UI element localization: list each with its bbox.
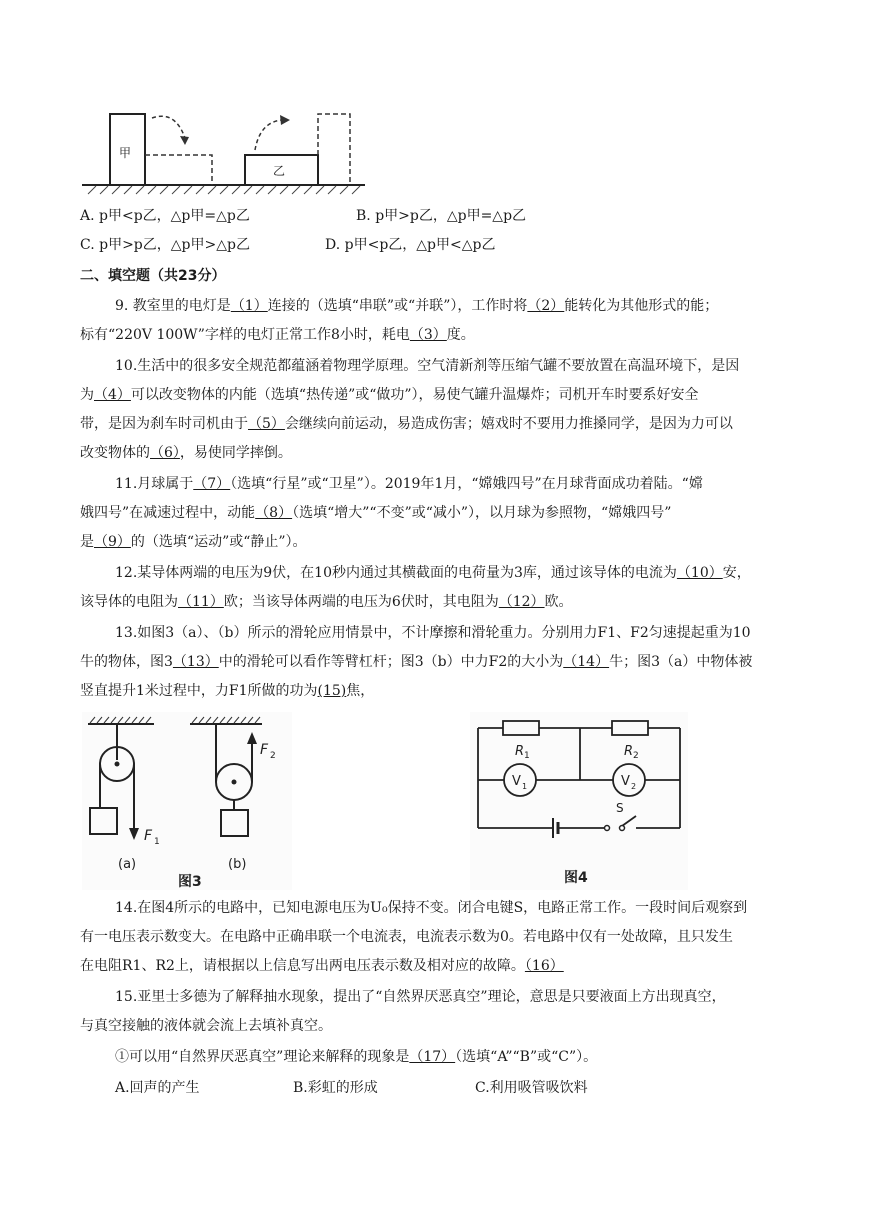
q8-option-d: D. p甲<p乙，△p甲<△p乙 <box>325 237 496 253</box>
svg-text:1: 1 <box>154 837 160 847</box>
fig4-caption: 图4 <box>564 870 588 886</box>
q15-sub-1: ①可以用“自然界厌恶真空”理论来解释的现象是（17）（选填“A”“B”或“C”）。 <box>115 1049 598 1065</box>
section-heading: 二、填空题（共23分） <box>80 268 226 284</box>
blank-17: （17） <box>409 1049 456 1065</box>
svg-text:1: 1 <box>522 782 528 791</box>
figure-4-circuit <box>470 712 688 890</box>
q8-option-b: B. p甲>p乙，△p甲=△p乙 <box>356 208 527 224</box>
v2-label: V <box>621 774 630 789</box>
f1-label: F <box>144 828 153 844</box>
q14-line-2: 有一电压表示数变大。在电路中正确串联一个电流表，电流表示数为0。若电路中仅有一处故障，且只发生 <box>80 929 733 945</box>
blank-8: （8） <box>255 505 293 521</box>
fig3-caption: 图3 <box>178 874 202 890</box>
svg-text:1: 1 <box>524 751 530 761</box>
q15-option-b: B.彩虹的形成 <box>293 1080 378 1096</box>
r1-label: R <box>515 744 525 759</box>
r2-label: R <box>624 744 634 759</box>
blank-15: (15) <box>317 683 347 699</box>
q15-line-1: 15.亚里士多德为了解释抽水现象，提出了“自然界厌恶真空”理论，意思是只要液面上方出现真空， <box>115 989 726 1005</box>
blank-3: （3） <box>409 327 447 343</box>
figure-3-pulleys <box>82 712 292 890</box>
q14-line-3: 在电阻R1、R2上，请根据以上信息写出两电压表示数及相对应的故障。（16） <box>80 958 564 974</box>
q10-line-4: 改变物体的（6），易使同学摔倒。 <box>80 445 292 461</box>
blank-5: （5） <box>248 416 285 432</box>
q12-line-2: 该导体的电阻为（11）欧；当该导体两端的电压为6伏时，其电阻为（12）欧。 <box>80 594 573 610</box>
block-yi-label: 乙 <box>273 164 286 178</box>
blank-6: （6） <box>150 445 180 461</box>
blank-1: （1） <box>230 298 268 314</box>
fig3-label-b: (b) <box>228 857 247 872</box>
q14-line-1: 14.在图4所示的电路中，已知电源电压为U₀保持不变。闭合电键S，电路正常工作。一段时间后观察到 <box>115 900 748 916</box>
blank-2: （2） <box>527 298 565 314</box>
blank-14: （14） <box>563 654 610 670</box>
blank-13: （13） <box>172 654 219 670</box>
q15-option-c: C.利用吸管吸饮料 <box>475 1080 588 1096</box>
blocks-figure <box>80 100 370 196</box>
fig3-label-a: (a) <box>118 857 137 872</box>
q13-line-2: 牛的物体，图3（13）中的滑轮可以看作等臂杠杆；图3（b）中力F2的大小为（14）牛；图3（a）中物体被 <box>80 654 753 670</box>
q11-line-3: 是（9）的（选填“运动”或“静止”）。 <box>80 534 307 550</box>
f2-label: F <box>260 742 269 758</box>
q11-line-1: 11.月球属于（7）（选填“行星”或“卫星”）。2019年1月，“嫦娥四号”在月球背面成功着陆。“嫦 <box>115 476 703 492</box>
block-jia-label: 甲 <box>119 146 132 160</box>
switch-label: S <box>616 801 624 815</box>
q13-line-1: 13.如图3（a）、（b）所示的滑轮应用情景中，不计摩擦和滑轮重力。分别用力F1、F2匀速提起重为10 <box>115 625 751 641</box>
q11-line-2: 娥四号”在减速过程中，动能（8）（选填“增大”“不变”或“减小”），以月球为参照物，“嫦娥四号” <box>80 505 672 521</box>
q8-option-c: C. p甲>p乙，△p甲>△p乙 <box>80 237 250 253</box>
q15-option-a: A.回声的产生 <box>115 1080 200 1096</box>
q8-option-a: A. p甲<p乙，△p甲=△p乙 <box>80 208 250 224</box>
svg-text:2: 2 <box>633 751 639 761</box>
q15-line-2: 与真空接触的液体就会流上去填补真空。 <box>80 1018 332 1034</box>
q10-line-1: 10.生活中的很多安全规范都蕴涵着物理学原理。空气清新剂等压缩气罐不要放置在高温环境下，是因 <box>115 358 740 374</box>
v1-label: V <box>512 774 521 789</box>
svg-text:2: 2 <box>270 751 276 761</box>
blank-9: （9） <box>94 534 131 550</box>
blank-12: （12） <box>498 594 545 610</box>
q13-line-3: 竖直提升1米过程中，力F1所做的功为(15)焦， <box>80 683 375 699</box>
q9-line-1: 9. 教室里的电灯是（1）连接的（选填“串联”或“并联”），工作时将（2）能转化为其他形式的能； <box>115 298 719 314</box>
q12-line-1: 12.某导体两端的电压为9伏，在10秒内通过其横截面的电荷量为3库，通过该导体的电流为（10）安， <box>115 565 751 581</box>
svg-text:2: 2 <box>631 782 637 791</box>
blank-4: （4） <box>94 387 131 403</box>
blank-7: （7） <box>193 476 231 492</box>
q10-line-2: 为（4）可以改变物体的内能（选填“热传递”或“做功”），易使气罐升温爆炸；司机开车时要系好安全 <box>80 387 699 403</box>
blank-11: （11） <box>178 594 224 610</box>
q9-line-2: 标有“220V 100W”字样的电灯正常工作8小时，耗电（3）度。 <box>80 327 475 343</box>
blank-10: （10） <box>676 565 723 581</box>
q10-line-3: 带，是因为刹车时司机由于（5）会继续向前运动，易造成伤害；嬉戏时不要用力推搡同学，是因为力可以 <box>80 416 733 432</box>
blank-16: （16） <box>524 958 564 974</box>
